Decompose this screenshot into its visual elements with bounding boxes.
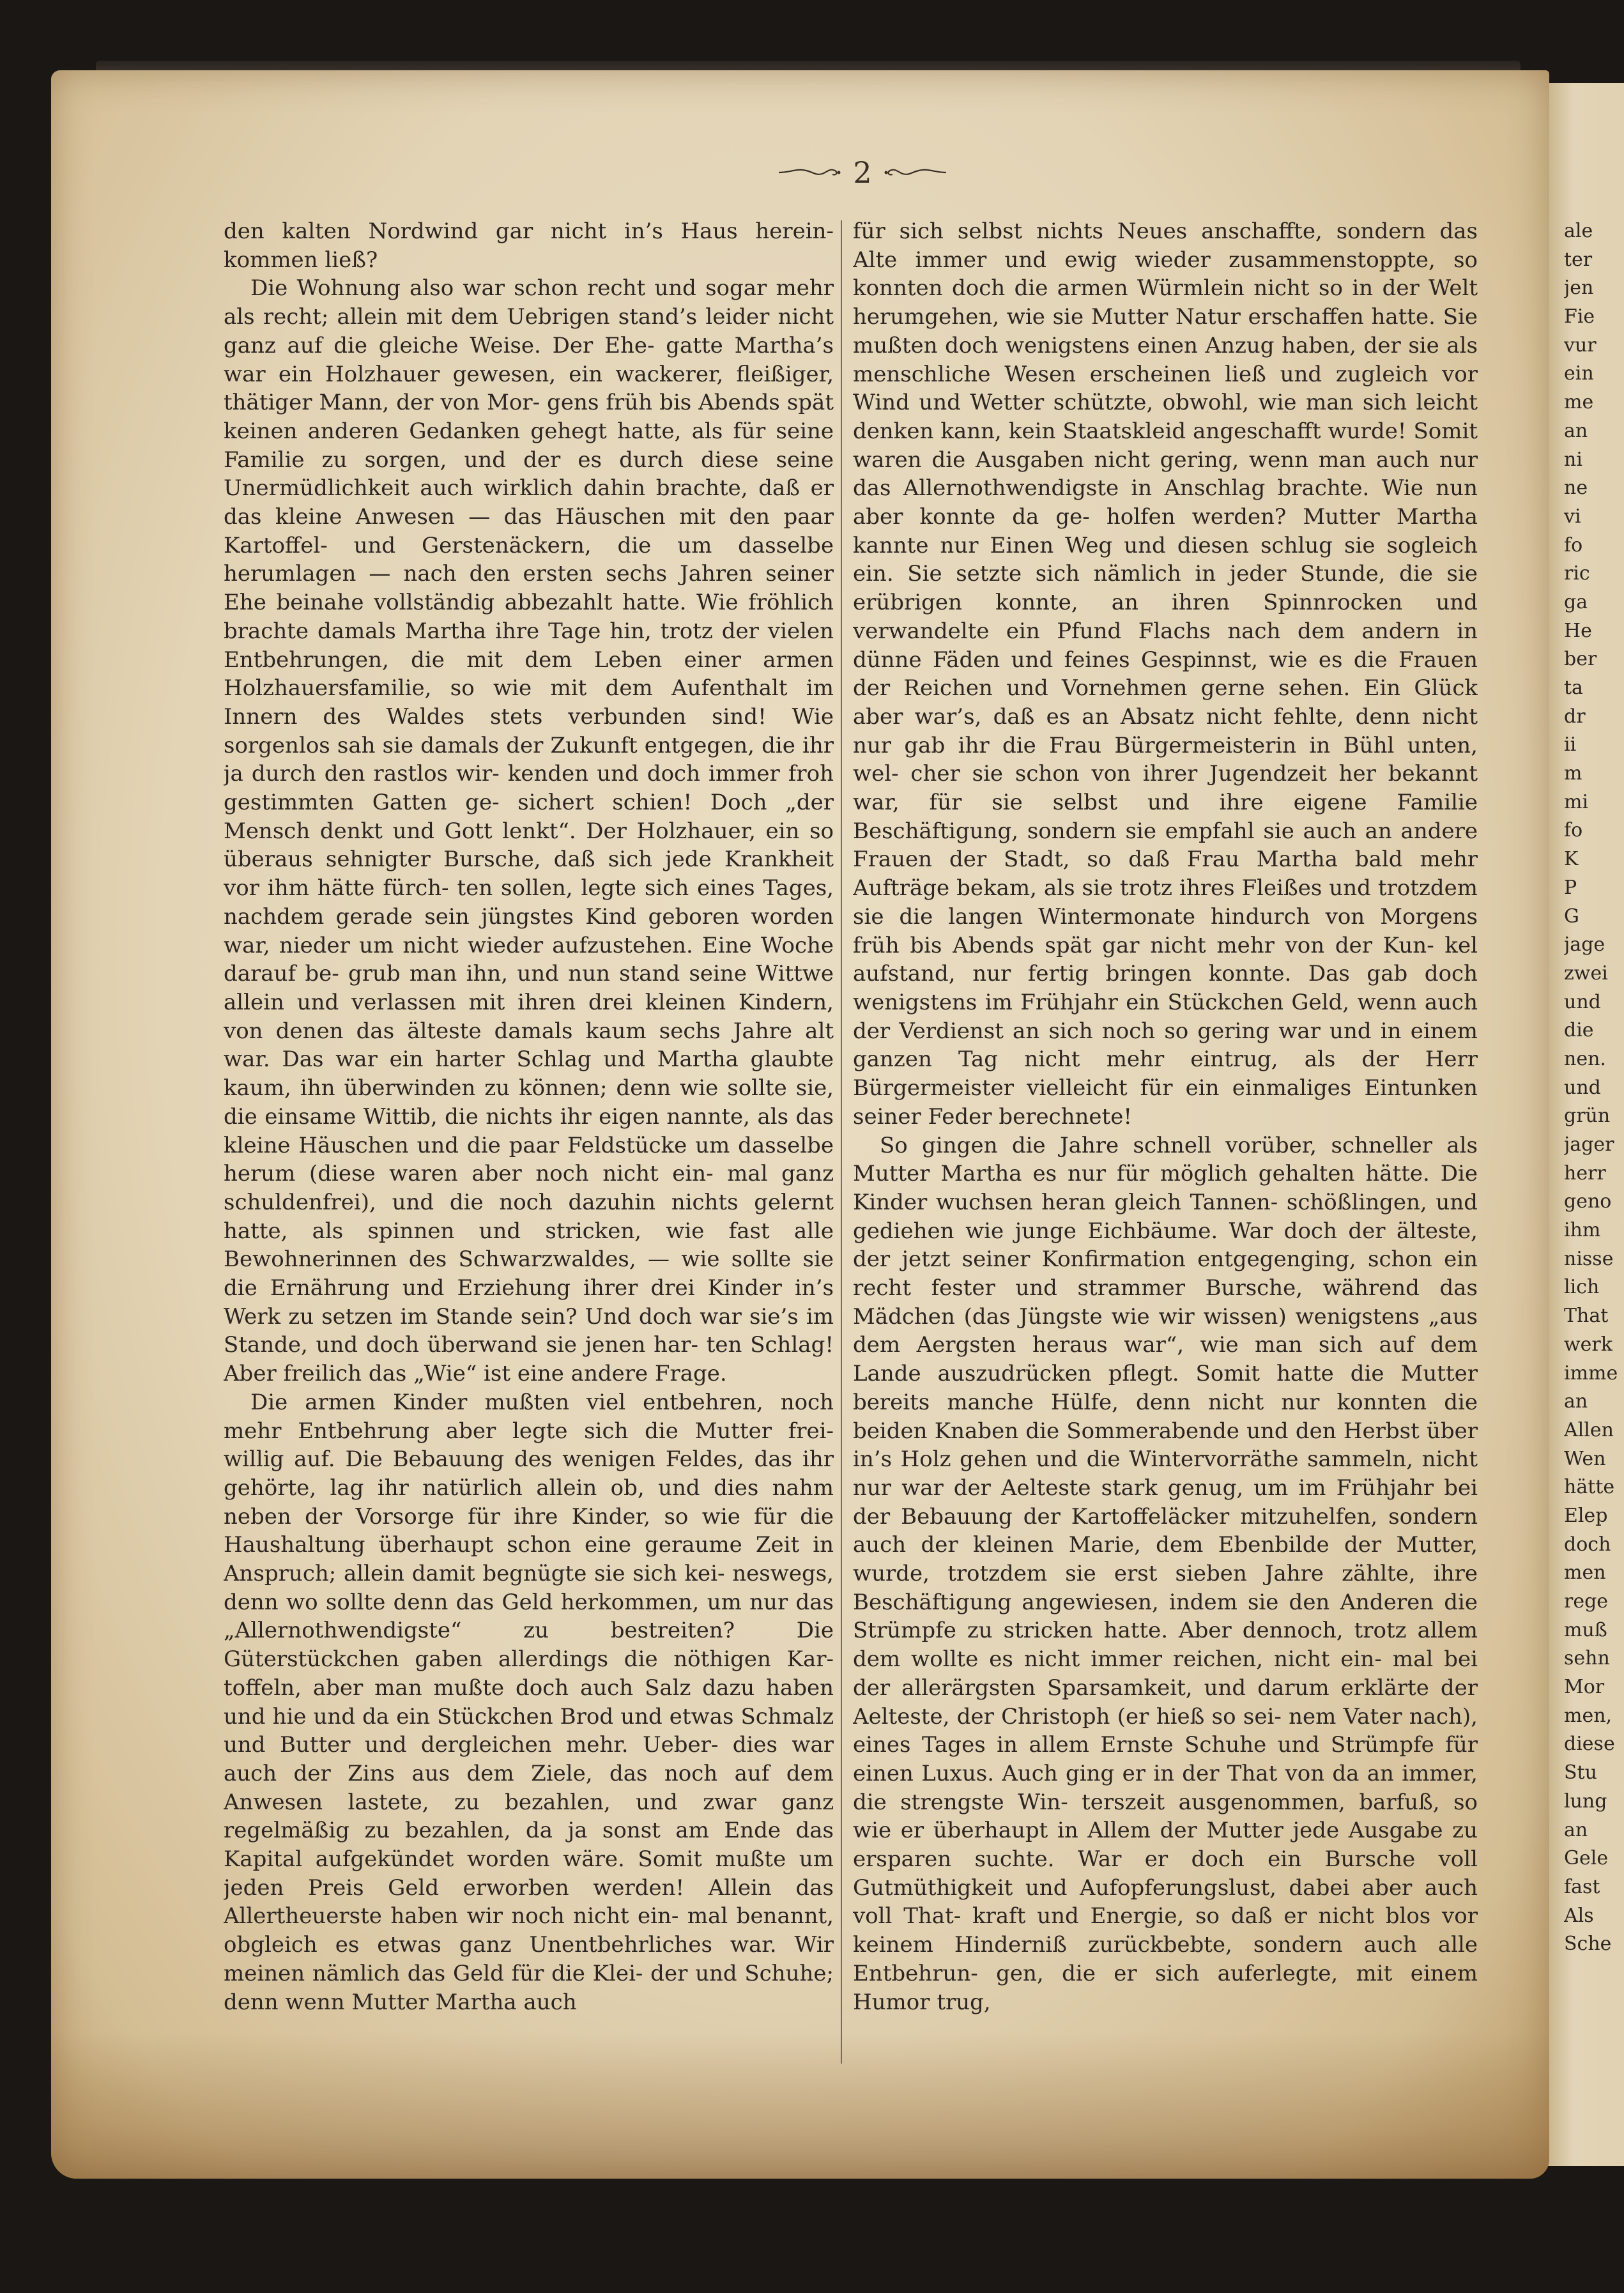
paragraph: für sich selbst nichts Neues anschaffte, sondern das Alte immer und ewig wieder zusammenstoppte, so konnten doch die armen Würmlein nicht so in der Welt herumgehen, wie sie Mutter Natur erschaffen hatte. Sie mußten doch wenigstens einen Anzug haben, der sie als menschliche Wesen erscheinen ließ und zugleich vor Wind und Wetter schützte, obwohl, wie man sich leicht denken kann, kein Staatskleid angeschafft wurde! Somit waren die Ausgaben nicht gering, wenn man auch nur das Allernothwendigste in Anschlag brachte. Wie nun aber konnte da ge- holfen werden? Mutter Martha kannte nur Einen Weg und diesen schlug sie sogleich ein. Sie setzte sich nämlich in jeder Stunde, die sie erübrigen konnte, an ihren Spinnrocken und verwandelte ein Pfund Flachs nach dem andern in dünne Fäden und feines Gespinnst, wie es die Frauen der Reichen und Vornehmen gerne sehen. Ein Glück aber war’s, daß es an Absatz nicht fehlte, denn nicht nur gab ihr die Frau Bürgermeisterin in Bühl unten, wel- cher sie schon von ihrer Jugendzeit her bekannt war, für sie selbst und ihre eigene Familie Beschäftigung, sondern sie empfahl sie auch an andere Frauen der Stadt, so daß Frau Martha bald mehr Aufträge bekam, als sie trotz ihres Fleißes und trotzdem sie die langen Wintermonate hindurch von Morgens früh bis Abends spät gar nicht mehr von der Kun- kel aufstand, nur fertig bringen konnte. Das gab doch wenigstens im Frühjahr ein Stückchen Geld, wenn auch der Verdienst an sich noch so gering war und in einem ganzen Tag nicht mehr eintrug, als der Herr Bürgermeister vielleicht für ein einmaliges Eintunken seiner Feder berechnete! bbox=[853, 219, 1478, 1130]
next-page-fragment: nisse bbox=[1564, 1247, 1614, 1270]
next-page-fragment: an bbox=[1564, 419, 1588, 442]
next-page-fragment: G bbox=[1564, 905, 1579, 928]
next-page-fragment: m bbox=[1564, 762, 1582, 785]
next-page-fragment: dr bbox=[1564, 705, 1586, 728]
next-page-fragment: ta bbox=[1564, 677, 1583, 699]
next-page-fragment: jage bbox=[1564, 933, 1605, 956]
next-page-fragment: K bbox=[1564, 848, 1579, 871]
next-page-fragment: me bbox=[1564, 391, 1594, 414]
next-page-fragment: ric bbox=[1564, 562, 1590, 585]
next-page-fragment: jen bbox=[1564, 277, 1594, 300]
next-page-fragment: fast bbox=[1564, 1875, 1600, 1898]
paragraph: So gingen die Jahre schnell vorüber, schneller als Mutter Martha es nur für möglich gehalten hätte. Die Kinder wuchsen heran gleich Tannen- schößlingen, und gediehen wie junge Eichbäume. War doch der älteste, der jetzt seiner Konfirmation entgegenging, schon ein recht fester und strammer Bursche, während das Mädchen (das Jüngste wie wir wissen) wenigstens „aus dem Aergsten heraus war“, wie man sich auf dem Lande auszudrücken pflegt. Somit hatte die Mutter bereits manche Hülfe, denn nicht nur konnten die beiden Knaben die Sommerabende und den Herbst über in’s Holz gehen und die Wintervorräthe sammeln, nicht nur war der Aelteste stark genug, um im Frühjahr bei der Bebauung der Kartoffeläcker mitzuhelfen, sondern auch der kleinen Marie, dem Ebenbilde der Mutter, wurde, trotzdem sie erst sieben Jahre zählte, ihre Beschäftigung angewiesen, indem sie den Anderen die Strümpfe zu stricken hatte. Aber dennoch, trotz allem dem wollte es nicht immer reichen, nicht ein- mal bei der allerärgsten Sparsamkeit, und darum erklärte der Aelteste, der Christoph (er hieß so sei- nem Vater nach), eines Tages in allem Ernste Schuhe und Strümpfe für einen Luxus. Auch ging er in der That von da an immer, die strengste Win- terszeit ausgenommen, barfuß, so wie er überhaupt in Allem der Mutter jede Ausgabe zu ersparen suchte. War er doch ein Bursche voll Gutmüthigkeit und Aufopferungslust, dabei aber auch voll That- kraft und Energie, so daß er nicht blos vor keinem Hinderniß zurückbebte, sondern auch alle Entbehrun- gen, die er sich auferlegte, mit einem Humor trug, bbox=[853, 1132, 1478, 2015]
next-page-fragment: Gele bbox=[1564, 1847, 1609, 1870]
column-divider bbox=[841, 220, 842, 2064]
next-page-fragment: mi bbox=[1564, 790, 1589, 813]
page-header bbox=[754, 153, 971, 192]
next-page-fragment: sehn bbox=[1564, 1647, 1610, 1670]
next-page-cropped-text bbox=[1564, 217, 1624, 2108]
next-page-fragment: imme bbox=[1564, 1361, 1618, 1384]
next-page-fragment: men bbox=[1564, 1561, 1606, 1584]
next-page-fragment: Mor bbox=[1564, 1676, 1605, 1699]
next-page-fragment: fo bbox=[1564, 819, 1583, 842]
next-page-fragment: He bbox=[1564, 619, 1592, 642]
next-page-fragment: ni bbox=[1564, 448, 1582, 471]
next-page-fragment: lung bbox=[1564, 1790, 1607, 1813]
next-page-fragment: zwei bbox=[1564, 962, 1608, 985]
next-page-fragment: Elep bbox=[1564, 1504, 1608, 1527]
next-page-fragment: diese bbox=[1564, 1733, 1615, 1756]
next-page-fragment: Als bbox=[1564, 1904, 1594, 1927]
next-page-fragment: grün bbox=[1564, 1105, 1611, 1128]
next-page-fragment: vur bbox=[1564, 334, 1597, 357]
next-page-fragment: Sche bbox=[1564, 1933, 1612, 1956]
ornament-left-icon bbox=[778, 163, 841, 182]
next-page-fragment: Wen bbox=[1564, 1447, 1606, 1470]
next-page-fragment: Stu bbox=[1564, 1761, 1597, 1784]
next-page-fragment: lich bbox=[1564, 1276, 1600, 1299]
next-page-fragment: herr bbox=[1564, 1162, 1606, 1185]
paragraph: Die armen Kinder mußten viel entbehren, noch mehr Entbehrung aber legte sich die Mutter frei- willig auf. Die Bebauung des wenigen Feldes, das ihr gehörte, lag ihr natürlich allein ob, und dies nahm neben der Vorsorge für ihre Kinder, so wie für die Haushaltung überhaupt schon eine geraume Zeit in Anspruch; allein damit begnügte sie sich kei- neswegs, denn wo sollte denn das Geld herkommen, um nur das „Allernothwendigste“ zu bestreiten? Die Güterstückchen gaben allerdings die nöthigen Kar- toffeln, aber man mußte doch auch Salz dazu haben und hie und da ein Stückchen Brod und etwas Schmalz und Butter und dergleichen mehr. Ueber- dies war auch der Zins aus dem Ziele, das noch auf dem Anwesen lastete, zu bezahlen, und zwar ganz regelmäßig zu bezahlen, da ja sonst am Ende das Kapital aufgekündet worden wäre. Somit mußte um jeden Preis Geld erworben werden! Allein das Allertheuerste haben wir noch nicht ein- mal benannt, obgleich es etwas ganz Unentbehrliches war. Wir meinen nämlich das Geld für die Klei- der und Schuhe; denn wenn Mutter Martha auch bbox=[224, 1389, 834, 2015]
next-page-fragment: ne bbox=[1564, 477, 1588, 500]
paragraph: Die Wohnung also war schon recht und sogar mehr als recht; allein mit dem Uebrigen stand’s leider nicht ganz auf die gleiche Weise. Der Ehe- gatte Martha’s war ein Holzhauer gewesen, ein wackerer, fleißiger, thätiger Mann, der von Mor- gens früh bis Abends spät keinen anderen Gedanken gehegt hatte, als für seine Familie zu sorgen, und der es durch diese seine Unermüdlichkeit auch wirklich dahin brachte, daß er das kleine Anwesen — das Häuschen mit den paar Kartoffel- und Gerstenäckern, die um dasselbe herumlagen — nach den ersten sechs Jahren seiner Ehe beinahe vollständig abbezahlt hatte. Wie fröhlich brachte damals Martha ihre Tage hin, trotz der vielen Entbehrungen, die mit dem Leben einer armen Holzhauersfamilie, so wie mit dem Aufenthalt im Innern des Waldes stets verbunden sind! Wie sorgenlos sah sie damals der Zukunft entgegen, die ihr ja durch den rastlos wir- kenden und doch immer froh gestimmten Gatten ge- sichert schien! Doch „der Mensch denkt und Gott lenkt“. Der Holzhauer, ein so überaus sehnigter Bursche, daß sich jede Krankheit vor ihm hätte fürch- ten sollen, legte sich eines Tages, nachdem gerade sein jüngstes Kind geboren worden war, nieder um nicht wieder aufzustehen. Eine Woche darauf be- grub man ihn, und nun stand seine Wittwe allein und verlassen mit ihren drei kleinen Kindern, von denen das älteste damals kaum sechs Jahre alt war. Das war ein harter Schlag und Martha glaubte kaum, ihn überwinden zu können; denn wie sollte sie, die einsame Wittib, die nichts ihr eigen nannte, als das kleine Häuschen und die paar Feldstücke um dasselbe herum (diese waren aber noch nicht ein- mal ganz schuldenfrei), und die noch dazuhin nichts gelernt hatte, als spinnen und stricken, wie fast alle Bewohnerinnen des Schwarzwaldes, — wie sollte sie die Ernährung und Erziehung ihrer drei Kinder in’s Werk zu setzen im Stande sein? Und doch war sie’s im Stande, und doch überwand sie jenen har- ten Schlag! Aber freilich das „Wie“ ist eine andere Frage. bbox=[224, 275, 834, 1387]
next-page-fragment: und bbox=[1564, 1076, 1601, 1099]
next-page-fragment: werk bbox=[1564, 1333, 1613, 1356]
next-page-fragment: und bbox=[1564, 990, 1601, 1013]
ornament-right-icon bbox=[884, 163, 947, 182]
next-page-fragment: jager bbox=[1564, 1133, 1614, 1156]
next-page-fragment: muß bbox=[1564, 1618, 1607, 1641]
next-page-fragment: ihm bbox=[1564, 1219, 1601, 1242]
next-page-fragment: Allen bbox=[1564, 1418, 1614, 1441]
next-page-fragment: ii bbox=[1564, 733, 1577, 756]
page-number: 2 bbox=[853, 155, 872, 190]
next-page-fragment: hätte bbox=[1564, 1476, 1615, 1499]
next-page-fragment: fo bbox=[1564, 533, 1583, 556]
next-page-fragment: an bbox=[1564, 1818, 1588, 1841]
next-page-fragment: P bbox=[1564, 876, 1577, 899]
next-page-fragment: nen. bbox=[1564, 1047, 1606, 1070]
next-page-fragment: vi bbox=[1564, 505, 1581, 528]
next-page-fragment: men, bbox=[1564, 1704, 1613, 1727]
next-page-fragment: doch bbox=[1564, 1533, 1611, 1556]
next-page-fragment: geno bbox=[1564, 1190, 1612, 1213]
paragraph: den kalten Nordwind gar nicht in’s Haus herein- kommen ließ? bbox=[224, 219, 834, 273]
next-page-fragment: ein bbox=[1564, 362, 1594, 385]
next-page-fragment: die bbox=[1564, 1019, 1594, 1042]
next-page-fragment: That bbox=[1564, 1305, 1609, 1328]
next-page-fragment: ale bbox=[1564, 220, 1593, 242]
next-page-fragment: ter bbox=[1564, 248, 1593, 271]
next-page-fragment: an bbox=[1564, 1390, 1588, 1413]
next-page-fragment: rege bbox=[1564, 1590, 1609, 1613]
text-column-left bbox=[224, 217, 834, 2083]
text-column-right bbox=[853, 217, 1478, 2083]
next-page-fragment: Fie bbox=[1564, 305, 1595, 328]
next-page-fragment: ga bbox=[1564, 590, 1588, 613]
next-page-fragment: ber bbox=[1564, 648, 1597, 671]
